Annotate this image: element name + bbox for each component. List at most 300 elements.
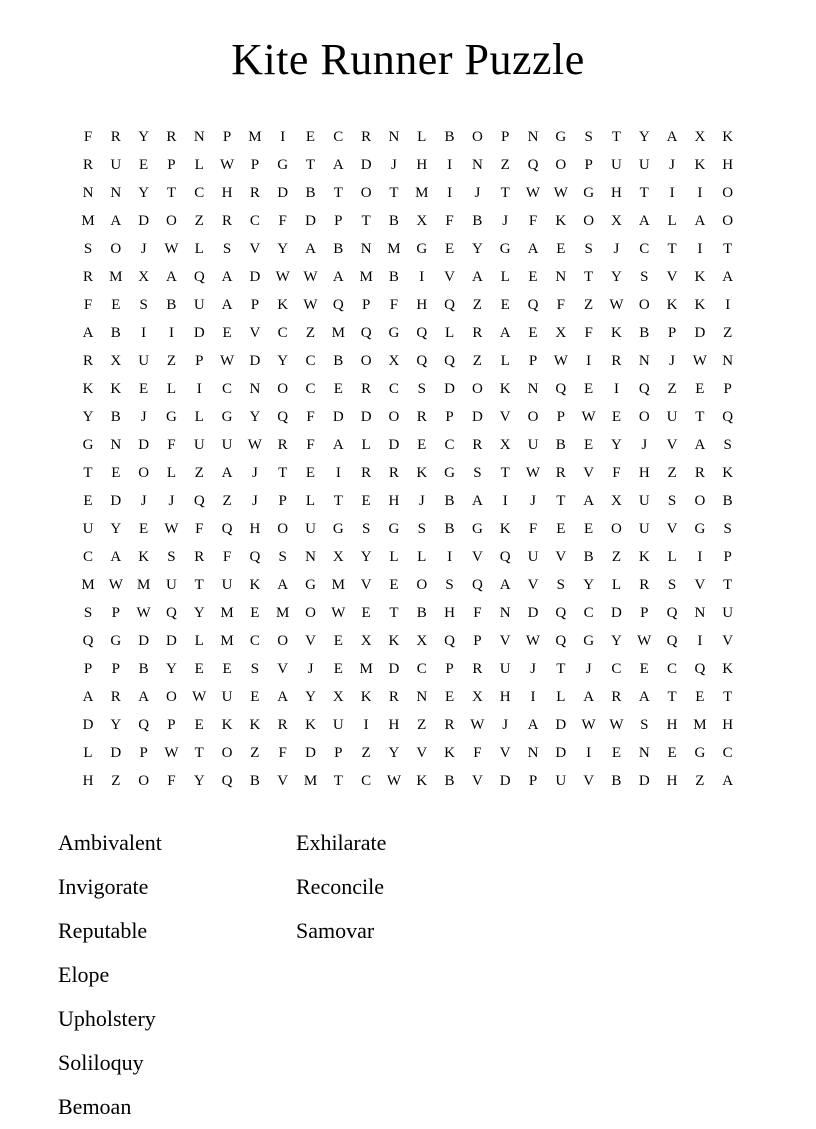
grid-cell: V: [249, 240, 261, 257]
grid-cell: J: [669, 156, 675, 173]
grid-row: [78, 207, 738, 235]
grid-cell: E: [111, 464, 121, 481]
grid-cell: P: [167, 716, 176, 733]
grid-cell: Z: [667, 380, 677, 397]
grid-cell: E: [500, 296, 510, 313]
grid-cell: G: [221, 408, 233, 425]
grid-cell: I: [697, 548, 703, 565]
grid-cell: S: [667, 576, 677, 593]
grid-cell: J: [418, 492, 425, 509]
grid-cell: E: [667, 744, 677, 761]
grid-cell: U: [638, 156, 650, 173]
grid-cell: K: [221, 716, 233, 733]
grid-cell: R: [194, 548, 205, 565]
grid-cell: G: [499, 240, 511, 257]
grid-cell: Z: [667, 464, 677, 481]
grid-cell: K: [388, 632, 400, 649]
grid-cell: R: [110, 128, 121, 145]
grid-cell: F: [167, 772, 176, 789]
grid-cell: N: [527, 128, 539, 145]
grid-cell: O: [360, 184, 372, 201]
grid-cell: L: [389, 548, 399, 565]
grid-cell: L: [194, 240, 204, 257]
grid-cell: B: [639, 324, 650, 341]
grid-cell: V: [277, 772, 289, 789]
grid-cell: X: [332, 688, 344, 705]
grid-cell: U: [638, 520, 650, 537]
grid-cell: Y: [611, 436, 622, 453]
grid-cell: I: [168, 324, 174, 341]
grid-cell: T: [389, 184, 399, 201]
grid-cell: T: [500, 464, 510, 481]
grid-cell: Y: [277, 352, 289, 369]
grid-cell: Q: [638, 380, 650, 397]
grid-cell: J: [251, 492, 258, 509]
puzzle-page: [0, 34, 816, 1119]
grid-cell: B: [110, 324, 121, 341]
grid-cell: J: [502, 716, 509, 733]
grid-cell: D: [694, 324, 706, 341]
grid-cell: W: [470, 716, 485, 733]
grid-cell: G: [110, 632, 122, 649]
grid-cell: M: [415, 184, 429, 201]
grid-cell: T: [333, 492, 343, 509]
grid-cell: T: [556, 660, 566, 677]
grid-cell: E: [695, 380, 705, 397]
grid-cell: V: [666, 436, 678, 453]
grid-cell: I: [447, 548, 453, 565]
grid-cell: E: [305, 464, 316, 481]
grid-cell: X: [555, 324, 567, 341]
grid-cell: D: [499, 772, 511, 789]
grid-cell: S: [278, 548, 287, 565]
grid-cell: U: [666, 408, 678, 425]
grid-cell: O: [638, 296, 650, 313]
grid-cell: F: [528, 520, 538, 537]
grid-cell: D: [527, 604, 539, 621]
grid-cell: H: [611, 184, 622, 201]
grid-cell: P: [195, 352, 204, 369]
grid-cell: A: [110, 548, 122, 565]
grid-cell: Y: [305, 688, 316, 705]
grid-cell: N: [388, 128, 400, 145]
grid-cell: T: [639, 184, 649, 201]
grid-cell: T: [278, 464, 288, 481]
grid-row: [78, 515, 738, 543]
grid-row: [78, 459, 738, 487]
grid-cell: X: [611, 492, 622, 509]
grid-cell: T: [667, 688, 677, 705]
grid-cell: Z: [417, 716, 427, 733]
grid-cell: A: [471, 492, 483, 509]
grid-cell: H: [82, 772, 94, 789]
grid-cell: K: [638, 548, 650, 565]
grid-cell: M: [693, 716, 707, 733]
grid-cell: M: [81, 212, 95, 229]
grid-cell: D: [193, 324, 205, 341]
grid-cell: A: [527, 240, 539, 257]
grid-cell: J: [474, 184, 481, 201]
grid-row: [78, 291, 738, 319]
grid-cell: S: [473, 464, 482, 481]
grid-cell: I: [363, 716, 369, 733]
grid-cell: L: [417, 128, 427, 145]
grid-cell: P: [584, 156, 593, 173]
grid-cell: H: [416, 296, 428, 313]
grid-cell: L: [83, 744, 93, 761]
grid-cell: O: [277, 380, 289, 397]
grid-cell: O: [694, 492, 706, 509]
grid-cell: A: [694, 212, 706, 229]
grid-cell: T: [305, 156, 316, 173]
grid-cell: H: [444, 604, 455, 621]
grid-cell: R: [249, 184, 260, 201]
grid-cell: A: [138, 688, 150, 705]
grid-cell: S: [139, 296, 148, 313]
grid-cell: K: [138, 548, 150, 565]
grid-cell: L: [166, 380, 177, 397]
grid-row: [78, 403, 738, 431]
word-search-grid: [78, 123, 738, 795]
grid-cell: K: [249, 716, 261, 733]
word-list-column: [58, 821, 296, 997]
grid-cell: G: [583, 184, 595, 201]
grid-cell: L: [500, 352, 510, 369]
grid-cell: Z: [723, 324, 733, 341]
grid-cell: L: [194, 632, 204, 649]
grid-row: [78, 347, 738, 375]
grid-row: [78, 263, 738, 291]
grid-cell: C: [249, 632, 260, 649]
grid-cell: I: [697, 240, 703, 257]
grid-cell: X: [694, 128, 706, 145]
grid-cell: M: [248, 128, 262, 145]
grid-cell: V: [499, 408, 511, 425]
grid-cell: L: [667, 212, 677, 229]
grid-cell: W: [692, 352, 707, 369]
grid-cell: G: [332, 520, 344, 537]
grid-cell: U: [221, 688, 233, 705]
grid-cell: S: [584, 240, 593, 257]
grid-cell: F: [473, 744, 482, 761]
grid-cell: L: [500, 268, 510, 285]
word-list-item: Bemoan: [58, 1094, 132, 1119]
grid-cell: D: [388, 436, 400, 453]
grid-cell: O: [722, 184, 734, 201]
grid-cell: G: [471, 520, 483, 537]
grid-row: [78, 711, 738, 739]
grid-cell: J: [530, 660, 536, 677]
grid-cell: Z: [472, 352, 482, 369]
grid-cell: I: [335, 464, 341, 481]
grid-cell: J: [585, 660, 592, 677]
grid-cell: D: [611, 604, 622, 621]
grid-cell: Q: [416, 352, 428, 369]
grid-cell: M: [109, 268, 123, 285]
grid-cell: J: [307, 660, 314, 677]
grid-cell: Q: [666, 604, 678, 621]
grid-cell: L: [556, 688, 566, 705]
grid-cell: R: [277, 716, 288, 733]
grid-cell: H: [666, 716, 678, 733]
grid-cell: X: [388, 352, 400, 369]
grid-cell: Z: [361, 744, 371, 761]
grid-cell: Z: [305, 324, 316, 341]
grid-cell: S: [445, 576, 454, 593]
grid-cell: N: [249, 380, 261, 397]
grid-cell: V: [666, 268, 678, 285]
grid-cell: W: [386, 772, 402, 789]
grid-cell: J: [641, 436, 648, 453]
grid-cell: O: [305, 604, 316, 621]
grid-cell: I: [196, 380, 202, 397]
grid-cell: N: [82, 184, 94, 201]
grid-cell: B: [555, 436, 566, 453]
grid-cell: R: [444, 716, 455, 733]
grid-cell: E: [305, 128, 316, 145]
grid-cell: N: [360, 240, 372, 257]
grid-cell: P: [250, 296, 260, 313]
grid-cell: S: [250, 660, 260, 677]
grid-cell: M: [276, 604, 290, 621]
grid-cell: V: [694, 576, 706, 593]
grid-cell: J: [140, 492, 147, 509]
grid-cell: W: [331, 604, 346, 621]
grid-cell: P: [556, 408, 565, 425]
grid-cell: H: [249, 520, 261, 537]
grid-cell: C: [416, 660, 427, 677]
grid-cell: O: [638, 408, 650, 425]
grid-cell: C: [222, 380, 233, 397]
grid-row: [78, 375, 738, 403]
grid-cell: J: [391, 156, 397, 173]
grid-cell: B: [249, 772, 260, 789]
grid-cell: E: [194, 660, 204, 677]
grid-cell: S: [556, 576, 565, 593]
word-list-column: [296, 821, 534, 997]
grid-cell: P: [111, 660, 120, 677]
grid-cell: E: [528, 324, 538, 341]
grid-cell: Y: [583, 576, 595, 593]
grid-cell: E: [444, 240, 455, 257]
grid-cell: S: [83, 604, 93, 621]
grid-row: [78, 151, 738, 179]
grid-cell: N: [416, 688, 428, 705]
grid-cell: H: [638, 464, 650, 481]
grid-cell: N: [527, 744, 539, 761]
grid-cell: K: [694, 296, 706, 313]
grid-cell: Q: [666, 632, 678, 649]
grid-cell: S: [417, 520, 426, 537]
grid-cell: S: [640, 268, 649, 285]
grid-cell: A: [722, 268, 734, 285]
grid-cell: R: [82, 156, 93, 173]
grid-cell: O: [277, 520, 289, 537]
grid-cell: C: [639, 240, 650, 257]
grid-cell: D: [110, 744, 122, 761]
grid-cell: J: [613, 240, 620, 257]
grid-cell: J: [251, 464, 258, 481]
grid-cell: Q: [471, 576, 483, 593]
grid-cell: W: [581, 716, 596, 733]
grid-cell: G: [388, 520, 400, 537]
grid-cell: A: [277, 576, 289, 593]
grid-cell: E: [584, 520, 594, 537]
grid-cell: U: [110, 156, 122, 173]
grid-cell: K: [277, 296, 289, 313]
grid-row: [78, 431, 738, 459]
grid-cell: C: [611, 660, 622, 677]
grid-cell: P: [278, 492, 287, 509]
grid-cell: O: [138, 772, 150, 789]
grid-cell: L: [194, 156, 204, 173]
grid-cell: G: [305, 576, 316, 593]
grid-cell: K: [666, 296, 678, 313]
grid-cell: B: [388, 268, 399, 285]
grid-cell: D: [360, 156, 372, 173]
grid-cell: U: [722, 604, 734, 621]
grid-cell: Q: [527, 296, 539, 313]
grid-cell: Q: [527, 156, 539, 173]
grid-cell: U: [555, 772, 567, 789]
grid-cell: R: [694, 464, 705, 481]
word-list-item: Samovar: [296, 918, 375, 943]
grid-cell: T: [194, 744, 204, 761]
grid-cell: W: [303, 268, 318, 285]
grid-cell: Z: [194, 212, 204, 229]
grid-cell: C: [305, 352, 316, 369]
grid-cell: P: [111, 604, 120, 621]
grid-cell: C: [583, 604, 594, 621]
grid-row: [78, 683, 738, 711]
grid-cell: J: [502, 212, 509, 229]
grid-cell: A: [332, 436, 344, 453]
grid-cell: J: [140, 240, 147, 257]
grid-cell: X: [110, 352, 122, 369]
grid-cell: W: [275, 268, 290, 285]
grid-cell: K: [499, 520, 511, 537]
grid-cell: A: [277, 688, 289, 705]
grid-cell: M: [220, 604, 234, 621]
grid-cell: I: [502, 492, 508, 509]
grid-cell: N: [110, 184, 122, 201]
grid-cell: V: [583, 464, 595, 481]
grid-cell: R: [416, 408, 427, 425]
grid-cell: E: [584, 436, 594, 453]
grid-cell: T: [556, 492, 566, 509]
grid-cell: E: [250, 604, 260, 621]
grid-cell: X: [611, 212, 622, 229]
grid-cell: B: [444, 492, 455, 509]
grid-cell: Y: [611, 632, 622, 649]
grid-cell: E: [194, 716, 204, 733]
grid-cell: T: [333, 772, 343, 789]
word-list-column: [58, 997, 296, 1129]
grid-cell: V: [555, 548, 567, 565]
grid-cell: G: [694, 520, 706, 537]
grid-cell: B: [138, 660, 149, 677]
grid-cell: Q: [416, 324, 428, 341]
grid-cell: A: [694, 436, 706, 453]
grid-cell: V: [305, 632, 316, 649]
grid-cell: F: [167, 436, 176, 453]
grid-cell: E: [639, 660, 649, 677]
grid-cell: P: [667, 324, 677, 341]
grid-cell: K: [444, 744, 455, 761]
grid-cell: E: [139, 520, 149, 537]
grid-cell: R: [472, 660, 483, 677]
grid-cell: P: [528, 772, 538, 789]
grid-cell: W: [303, 296, 318, 313]
grid-cell: P: [334, 744, 343, 761]
grid-cell: T: [667, 240, 677, 257]
grid-cell: P: [723, 548, 732, 565]
grid-cell: E: [528, 268, 538, 285]
grid-cell: Y: [82, 408, 94, 425]
grid-cell: F: [445, 212, 454, 229]
grid-cell: U: [221, 576, 233, 593]
grid-cell: E: [556, 240, 566, 257]
grid-cell: W: [525, 632, 541, 649]
grid-cell: B: [416, 604, 427, 621]
grid-cell: T: [361, 212, 371, 229]
grid-cell: L: [194, 408, 204, 425]
grid-cell: U: [499, 660, 511, 677]
grid-cell: Q: [277, 408, 289, 425]
grid-cell: O: [583, 212, 595, 229]
grid-cell: W: [164, 520, 179, 537]
grid-cell: P: [361, 296, 371, 313]
grid-cell: Z: [166, 352, 177, 369]
grid-cell: T: [83, 464, 93, 481]
grid-cell: F: [278, 212, 287, 229]
grid-cell: D: [249, 268, 261, 285]
grid-cell: V: [527, 576, 539, 593]
grid-cell: B: [444, 520, 455, 537]
grid-cell: O: [527, 408, 539, 425]
grid-cell: R: [277, 436, 288, 453]
grid-cell: M: [331, 324, 345, 341]
grid-cell: V: [277, 660, 289, 677]
grid-cell: A: [499, 324, 511, 341]
grid-cell: S: [167, 548, 176, 565]
grid-cell: Q: [444, 352, 455, 369]
grid-cell: W: [553, 352, 568, 369]
grid-cell: P: [83, 660, 93, 677]
grid-cell: Z: [250, 744, 260, 761]
grid-cell: T: [389, 604, 399, 621]
grid-cell: S: [723, 520, 732, 537]
grid-cell: Y: [471, 240, 483, 257]
grid-cell: I: [280, 128, 286, 145]
grid-cell: C: [82, 548, 93, 565]
grid-cell: W: [219, 352, 235, 369]
grid-cell: E: [556, 520, 566, 537]
grid-cell: F: [195, 520, 204, 537]
grid-cell: A: [471, 268, 483, 285]
grid-cell: K: [694, 268, 706, 285]
grid-cell: I: [586, 744, 592, 761]
grid-row: [78, 123, 738, 151]
grid-cell: D: [277, 184, 289, 201]
grid-cell: R: [361, 464, 372, 481]
word-list-item: Exhilarate: [296, 830, 387, 855]
grid-cell: L: [417, 548, 427, 565]
grid-cell: A: [221, 268, 233, 285]
grid-cell: V: [416, 744, 428, 761]
grid-cell: K: [694, 156, 706, 173]
grid-cell: Q: [555, 380, 567, 397]
